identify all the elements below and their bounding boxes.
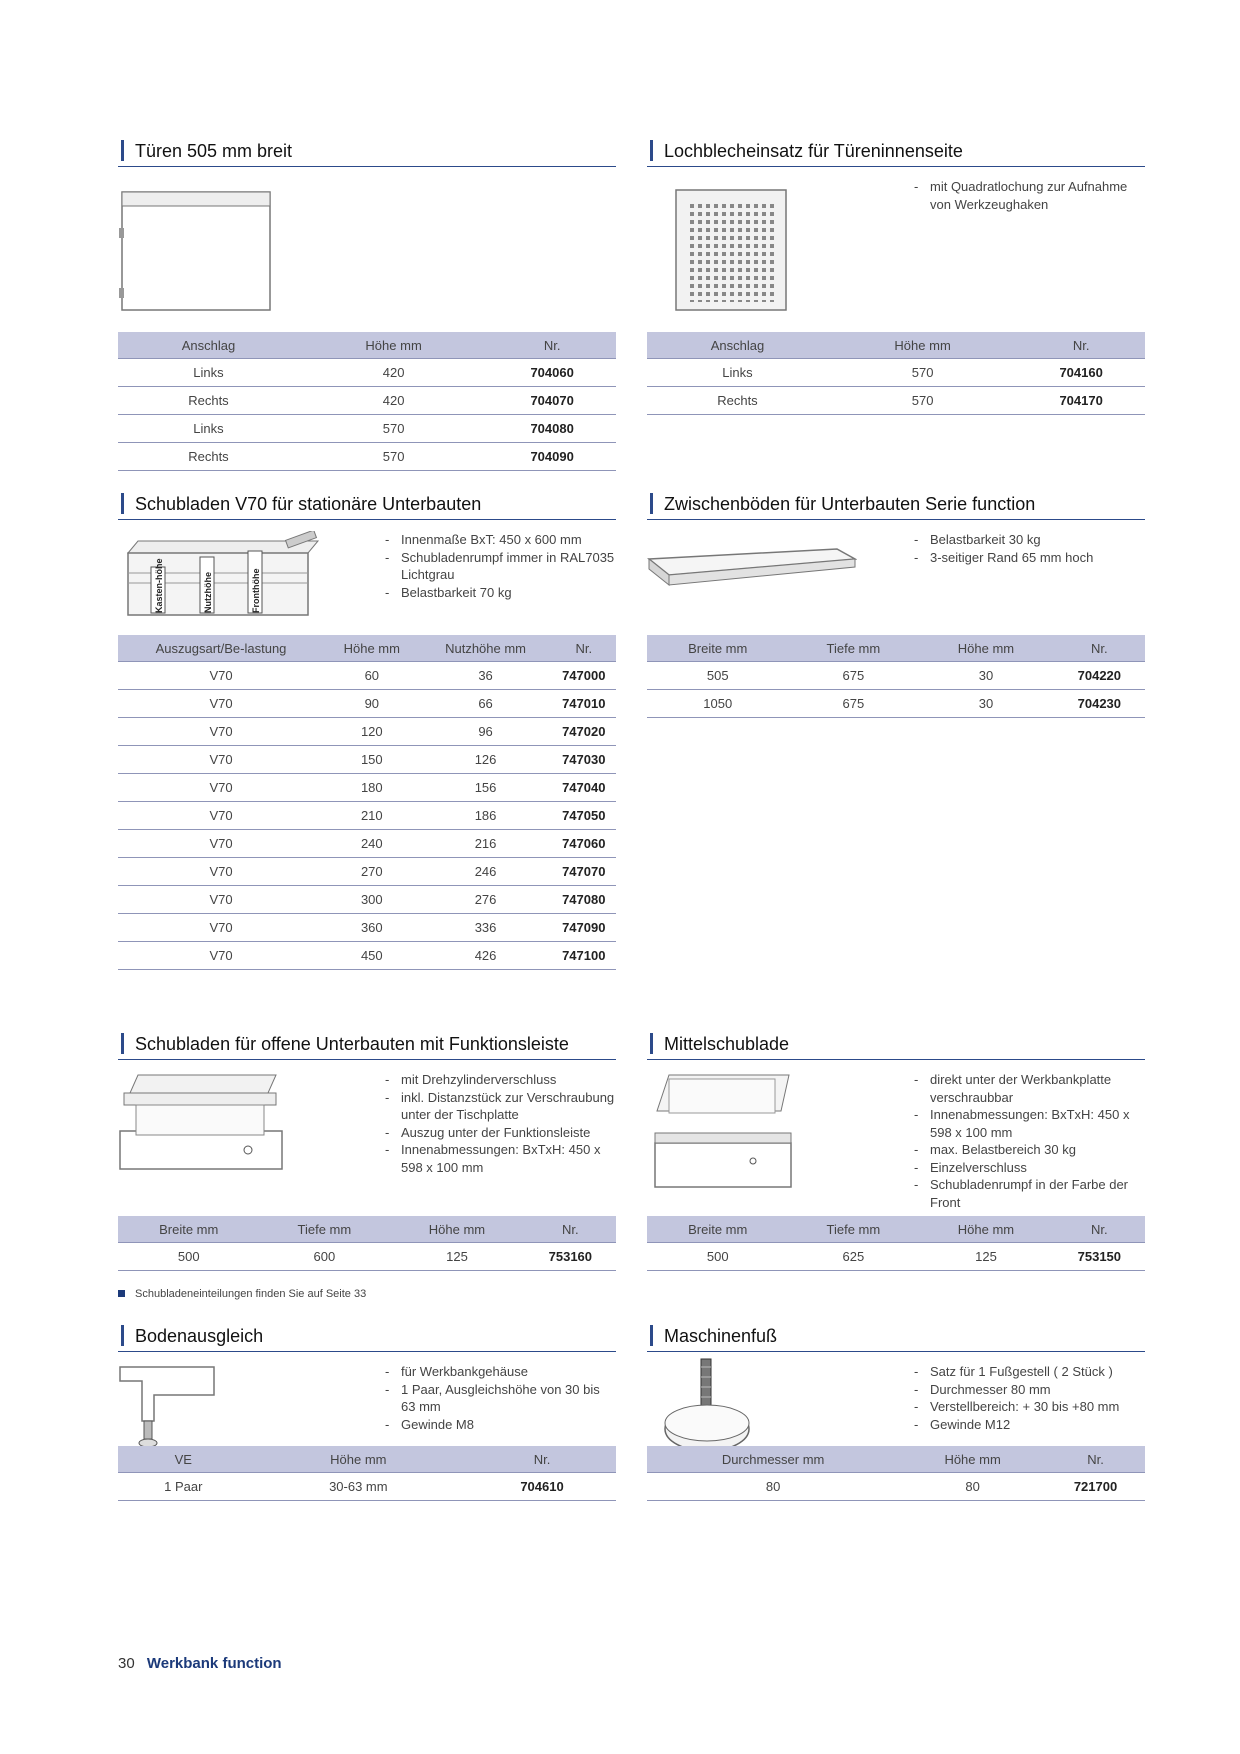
table-cell: 80 — [647, 1473, 899, 1501]
table-cell: 426 — [420, 942, 552, 970]
column-header: Nr. — [1017, 332, 1145, 359]
label-nutzhoehe: Nutzhöhe — [203, 572, 213, 613]
table-cell: V70 — [118, 914, 324, 942]
lochblech-table — [647, 332, 1145, 415]
table-cell: 156 — [420, 774, 552, 802]
table-row — [118, 690, 616, 718]
note-item: - Gewinde M12 — [912, 1416, 1119, 1434]
table-cell: 180 — [324, 774, 420, 802]
lochblech-notes — [912, 178, 1145, 213]
note-item: - mit Quadratlochung zur Aufnahme von Werkzeughaken — [912, 178, 1145, 213]
section-title: Schubladen für offene Unterbauten mit Funktionsleiste — [118, 1031, 616, 1060]
table-cell: Rechts — [118, 387, 299, 415]
note-item: - Schubladenrumpf immer in RAL7035 Lichtgrau — [383, 549, 616, 584]
table-cell: Links — [118, 415, 299, 443]
column-header: Höhe mm — [389, 1216, 524, 1243]
note-item: - 3-seitiger Rand 65 mm hoch — [912, 549, 1093, 567]
table-cell: 1050 — [647, 690, 788, 718]
column-header: Nr. — [488, 332, 616, 359]
column-header: Höhe mm — [299, 332, 488, 359]
table-row — [118, 1473, 616, 1501]
table-cell: 210 — [324, 802, 420, 830]
column-header: Nr. — [1054, 1216, 1145, 1243]
schubladen-v70-table — [118, 635, 616, 970]
page-number: 30 — [118, 1655, 135, 1672]
open-drawer-image — [118, 1071, 288, 1181]
table-cell: V70 — [118, 802, 324, 830]
note-item: - Innenabmessungen: BxTxH: 450 x 598 x 100 mm — [383, 1141, 616, 1176]
mittelschublade-notes — [912, 1071, 1145, 1211]
article-number-cell: 747030 — [552, 746, 616, 774]
column-header: Höhe mm — [899, 1446, 1046, 1473]
note-item: - Durchmesser 80 mm — [912, 1381, 1119, 1399]
table-cell: 30 — [918, 662, 1053, 690]
column-header: Höhe mm — [324, 635, 420, 662]
article-number-cell: 704090 — [488, 443, 616, 471]
table-row — [118, 746, 616, 774]
table-cell: 216 — [420, 830, 552, 858]
bodenausgleich-notes — [383, 1363, 616, 1433]
table-cell: 420 — [299, 359, 488, 387]
table-row — [118, 802, 616, 830]
table-row — [118, 830, 616, 858]
article-number-cell: 704610 — [468, 1473, 616, 1501]
note-item: - Belastbarkeit 30 kg — [912, 531, 1093, 549]
machine-foot-image — [657, 1357, 757, 1457]
note-item: - direkt unter der Werkbankplatte verschraubbar — [912, 1071, 1145, 1106]
article-number-cell: 747070 — [552, 858, 616, 886]
table-cell: 125 — [389, 1243, 524, 1271]
note-item: - Belastbarkeit 70 kg — [383, 584, 616, 602]
column-header: Höhe mm — [828, 332, 1017, 359]
note-item: - Einzelverschluss — [912, 1159, 1145, 1177]
table-cell: 246 — [420, 858, 552, 886]
article-number-cell: 747090 — [552, 914, 616, 942]
note-item: - Satz für 1 Fußgestell ( 2 Stück ) — [912, 1363, 1119, 1381]
tueren-table — [118, 332, 616, 471]
table-row — [118, 443, 616, 471]
table-cell: 270 — [324, 858, 420, 886]
label-fronthoehe: Fronthöhe — [251, 568, 261, 613]
page-footer — [118, 1655, 282, 1672]
article-number-cell: 747060 — [552, 830, 616, 858]
table-cell: 300 — [324, 886, 420, 914]
table-cell: 66 — [420, 690, 552, 718]
column-header: Anschlag — [118, 332, 299, 359]
section-title: Schubladen V70 für stationäre Unterbauten — [118, 491, 616, 520]
mittelschublade-table — [647, 1216, 1145, 1271]
table-cell: 96 — [420, 718, 552, 746]
column-header: Breite mm — [647, 1216, 788, 1243]
section-title: Lochblecheinsatz für Türeninnenseite — [647, 138, 1145, 167]
table-cell: Rechts — [118, 443, 299, 471]
column-header: Höhe mm — [918, 1216, 1053, 1243]
maschinenfuss-table — [647, 1446, 1145, 1501]
section-mittelschublade — [647, 1031, 1145, 1264]
note-item: - Gewinde M8 — [383, 1416, 616, 1434]
table-cell: 36 — [420, 662, 552, 690]
article-number-cell: 704070 — [488, 387, 616, 415]
table-row — [118, 886, 616, 914]
table-row — [647, 662, 1145, 690]
footer-brand: Werkbank function — [146, 1655, 282, 1672]
table-row — [118, 359, 616, 387]
table-cell: 30-63 mm — [249, 1473, 468, 1501]
leveling-foot-image — [118, 1361, 228, 1451]
bodenausgleich-table — [118, 1446, 616, 1501]
table-cell: 450 — [324, 942, 420, 970]
column-header: Durchmesser mm — [647, 1446, 899, 1473]
note-item: - Auszug unter der Funktionsleiste — [383, 1124, 616, 1142]
schubladen-offen-table — [118, 1216, 616, 1271]
schubladen-offen-notes — [383, 1071, 616, 1176]
table-cell: V70 — [118, 746, 324, 774]
section-title: Türen 505 mm breit — [118, 138, 616, 167]
article-number-cell: 747050 — [552, 802, 616, 830]
middle-drawer-image — [647, 1071, 797, 1191]
footnote: Schubladeneinteilungen finden Sie auf Seite 33 — [118, 1288, 366, 1300]
column-header: Höhe mm — [249, 1446, 468, 1473]
table-row — [118, 774, 616, 802]
table-cell: Links — [647, 359, 828, 387]
table-cell: 120 — [324, 718, 420, 746]
drawer-v70-image — [118, 531, 328, 621]
table-cell: 500 — [647, 1243, 788, 1271]
section-tueren — [118, 138, 616, 464]
column-header: Tiefe mm — [788, 635, 918, 662]
table-cell: 505 — [647, 662, 788, 690]
note-item: - Innenabmessungen: BxTxH: 450 x 598 x 100 mm — [912, 1106, 1145, 1141]
table-cell: 500 — [118, 1243, 259, 1271]
column-header: Nr. — [468, 1446, 616, 1473]
column-header: Tiefe mm — [788, 1216, 918, 1243]
table-cell: 80 — [899, 1473, 1046, 1501]
table-cell: Rechts — [647, 387, 828, 415]
article-number-cell: 753150 — [1054, 1243, 1145, 1271]
note-item: - für Werkbankgehäuse — [383, 1363, 616, 1381]
article-number-cell: 747000 — [552, 662, 616, 690]
door-image — [118, 188, 278, 318]
article-number-cell: 747020 — [552, 718, 616, 746]
table-cell: V70 — [118, 886, 324, 914]
column-header: Breite mm — [647, 635, 788, 662]
table-row — [118, 858, 616, 886]
column-header: Auszugsart/Be-lastung — [118, 635, 324, 662]
section-title: Bodenausgleich — [118, 1323, 616, 1352]
article-number-cell: 704170 — [1017, 387, 1145, 415]
schubladen-v70-notes — [383, 531, 616, 601]
section-maschinenfuss — [647, 1323, 1145, 1494]
table-row — [647, 690, 1145, 718]
note-item: - Innenmaße BxT: 450 x 600 mm — [383, 531, 616, 549]
table-cell: 360 — [324, 914, 420, 942]
table-row — [118, 387, 616, 415]
column-header: Höhe mm — [918, 635, 1053, 662]
table-cell: 125 — [918, 1243, 1053, 1271]
article-number-cell: 704080 — [488, 415, 616, 443]
article-number-cell: 747080 — [552, 886, 616, 914]
section-bodenausgleich — [118, 1323, 616, 1494]
note-item: - max. Belastbereich 30 kg — [912, 1141, 1145, 1159]
table-cell: 675 — [788, 662, 918, 690]
perforated-panel-image — [672, 186, 792, 316]
table-cell: 600 — [259, 1243, 389, 1271]
table-cell: 675 — [788, 690, 918, 718]
note-item: - 1 Paar, Ausgleichshöhe von 30 bis 63 mm — [383, 1381, 616, 1416]
column-header: Nr. — [525, 1216, 616, 1243]
table-row — [118, 914, 616, 942]
table-cell: 420 — [299, 387, 488, 415]
section-title: Zwischenböden für Unterbauten Serie function — [647, 491, 1145, 520]
table-cell: 90 — [324, 690, 420, 718]
column-header: VE — [118, 1446, 249, 1473]
table-cell: V70 — [118, 718, 324, 746]
table-cell: 276 — [420, 886, 552, 914]
table-cell: 570 — [299, 443, 488, 471]
article-number-cell: 704230 — [1054, 690, 1145, 718]
table-cell: 60 — [324, 662, 420, 690]
note-item: - Schubladenrumpf in der Farbe der Front — [912, 1176, 1145, 1211]
table-row — [118, 662, 616, 690]
table-cell: 150 — [324, 746, 420, 774]
section-zwischenboeden — [647, 491, 1145, 711]
table-cell: 570 — [299, 415, 488, 443]
article-number-cell: 704220 — [1054, 662, 1145, 690]
section-schubladen-offen — [118, 1031, 616, 1264]
column-header: Nr. — [552, 635, 616, 662]
article-number-cell: 753160 — [525, 1243, 616, 1271]
table-row — [118, 718, 616, 746]
table-cell: 570 — [828, 387, 1017, 415]
section-title: Maschinenfuß — [647, 1323, 1145, 1352]
table-row — [647, 387, 1145, 415]
table-cell: V70 — [118, 690, 324, 718]
column-header: Anschlag — [647, 332, 828, 359]
table-cell: Links — [118, 359, 299, 387]
table-cell: 126 — [420, 746, 552, 774]
zwischenboeden-notes — [912, 531, 1093, 566]
article-number-cell: 747040 — [552, 774, 616, 802]
column-header: Nutzhöhe mm — [420, 635, 552, 662]
section-title: Mittelschublade — [647, 1031, 1145, 1060]
table-cell: 625 — [788, 1243, 918, 1271]
shelf-image — [647, 539, 857, 599]
note-item: - Verstellbereich: + 30 bis +80 mm — [912, 1398, 1119, 1416]
column-header: Nr. — [1046, 1446, 1145, 1473]
table-cell: 570 — [828, 359, 1017, 387]
table-cell: 186 — [420, 802, 552, 830]
table-cell: 30 — [918, 690, 1053, 718]
maschinenfuss-notes — [912, 1363, 1119, 1433]
table-row — [647, 359, 1145, 387]
table-cell: 240 — [324, 830, 420, 858]
column-header: Tiefe mm — [259, 1216, 389, 1243]
column-header: Nr. — [1054, 635, 1145, 662]
article-number-cell: 704060 — [488, 359, 616, 387]
table-row — [118, 942, 616, 970]
note-item: - inkl. Distanzstück zur Verschraubung unter der Tischplatte — [383, 1089, 616, 1124]
article-number-cell: 747100 — [552, 942, 616, 970]
table-cell: 1 Paar — [118, 1473, 249, 1501]
table-cell: V70 — [118, 774, 324, 802]
label-kastenhoehe: Kasten-höhe — [154, 558, 164, 613]
table-cell: V70 — [118, 942, 324, 970]
table-cell: V70 — [118, 662, 324, 690]
table-row — [118, 415, 616, 443]
table-cell: 336 — [420, 914, 552, 942]
table-row — [118, 1243, 616, 1271]
table-cell: V70 — [118, 858, 324, 886]
zwischenboeden-table — [647, 635, 1145, 718]
note-item: - mit Drehzylinderverschluss — [383, 1071, 616, 1089]
article-number-cell: 747010 — [552, 690, 616, 718]
column-header: Breite mm — [118, 1216, 259, 1243]
table-cell: V70 — [118, 830, 324, 858]
section-schubladen-v70 — [118, 491, 616, 963]
article-number-cell: 704160 — [1017, 359, 1145, 387]
section-lochblech — [647, 138, 1145, 408]
table-row — [647, 1243, 1145, 1271]
article-number-cell: 721700 — [1046, 1473, 1145, 1501]
table-row — [647, 1473, 1145, 1501]
